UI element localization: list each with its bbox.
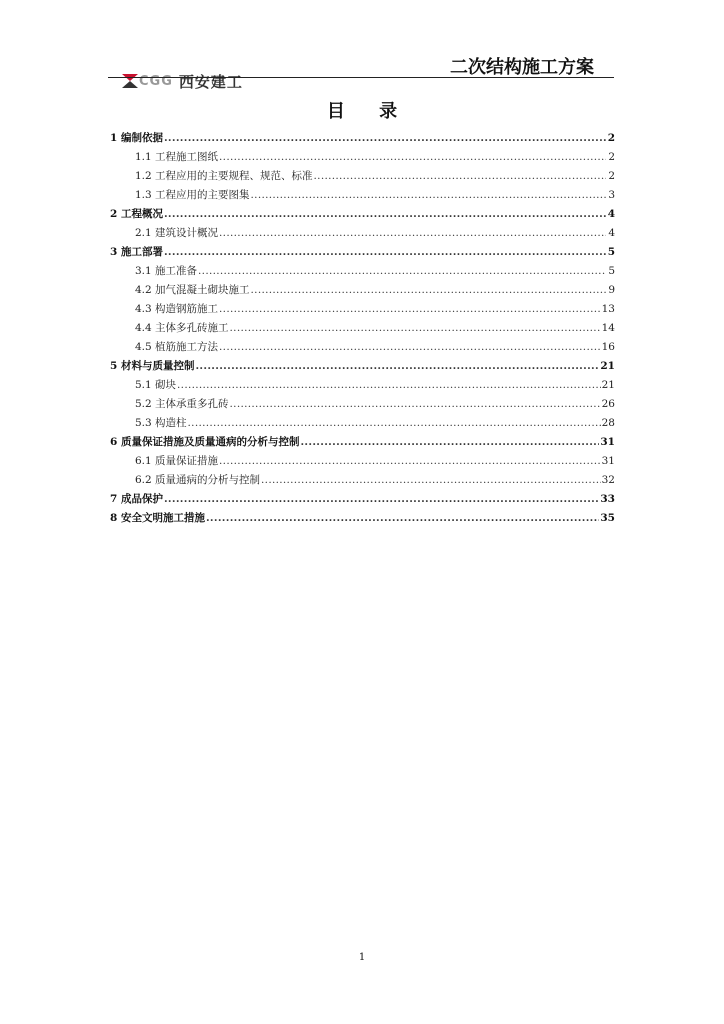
toc-entry-label: 1.1 工程施工图纸 <box>135 151 219 163</box>
toc-entry-page: 31 <box>600 436 615 448</box>
toc-entry-page: 16 <box>601 341 615 353</box>
toc-entry[interactable] <box>110 206 615 225</box>
toc-leader-dots <box>251 284 606 296</box>
toc-entry[interactable] <box>110 358 615 377</box>
toc-entry[interactable] <box>110 510 615 529</box>
toc-leader-dots <box>164 208 606 220</box>
toc-entry-label: 5.2 主体承重多孔砖 <box>135 398 229 410</box>
toc-entry[interactable] <box>110 187 615 206</box>
toc-entry-page: 3 <box>608 189 615 201</box>
toc-entry[interactable] <box>110 244 615 263</box>
table-of-contents <box>110 130 615 529</box>
toc-entry[interactable] <box>110 415 615 434</box>
toc-leader-dots <box>188 417 601 429</box>
page-number: 1 <box>358 952 366 963</box>
toc-leader-dots <box>230 398 601 410</box>
toc-entry-label: 5 材料与质量控制 <box>110 360 195 372</box>
toc-entry[interactable] <box>110 149 615 168</box>
toc-entry[interactable] <box>110 377 615 396</box>
toc-heading: 目 录 <box>326 101 412 122</box>
toc-entry[interactable] <box>110 339 615 358</box>
toc-entry-page: 31 <box>601 455 615 467</box>
toc-entry-label: 1 编制依据 <box>110 132 163 144</box>
toc-leader-dots <box>164 132 606 144</box>
toc-entry-page: 13 <box>601 303 615 315</box>
toc-entry-page: 2 <box>607 132 615 144</box>
toc-leader-dots <box>219 151 606 163</box>
toc-leader-dots <box>164 493 599 505</box>
toc-entry[interactable] <box>110 301 615 320</box>
toc-leader-dots <box>198 265 606 277</box>
toc-leader-dots <box>300 436 599 448</box>
toc-leader-dots <box>314 170 606 182</box>
toc-entry[interactable] <box>110 168 615 187</box>
company-logo <box>122 72 243 90</box>
toc-entry[interactable] <box>110 130 615 149</box>
logo-company-name: 西安建工 <box>178 72 243 91</box>
logo-latin-text: CGG <box>139 73 173 89</box>
toc-entry-page: 14 <box>601 322 615 334</box>
toc-entry-label: 4.2 加气混凝土砌块施工 <box>135 284 250 296</box>
toc-entry[interactable] <box>110 472 615 491</box>
toc-leader-dots <box>206 512 599 524</box>
toc-leader-dots <box>219 303 601 315</box>
toc-entry-label: 4.3 构造钢筋施工 <box>135 303 219 315</box>
toc-entry[interactable] <box>110 453 615 472</box>
toc-entry-label: 2.1 建筑设计概况 <box>135 227 219 239</box>
toc-entry-page: 2 <box>608 170 615 182</box>
toc-entry-page: 33 <box>600 493 615 505</box>
toc-entry[interactable] <box>110 491 615 510</box>
toc-entry[interactable] <box>110 320 615 339</box>
toc-leader-dots <box>219 455 601 467</box>
toc-leader-dots <box>195 360 599 372</box>
toc-entry-page: 5 <box>607 246 615 258</box>
toc-entry-label: 8 安全文明施工措施 <box>110 512 205 524</box>
toc-entry[interactable] <box>110 263 615 282</box>
toc-entry-label: 4.5 植筋施工方法 <box>135 341 219 353</box>
toc-entry[interactable] <box>110 282 615 301</box>
header-divider <box>108 77 614 78</box>
toc-entry-page: 5 <box>608 265 615 277</box>
toc-entry-label: 6 质量保证措施及质量通病的分析与控制 <box>110 436 300 448</box>
document-title: 二次结构施工方案 <box>450 57 594 78</box>
page-header <box>108 50 614 90</box>
toc-entry-page: 32 <box>601 474 615 486</box>
toc-entry-label: 2 工程概况 <box>110 208 163 220</box>
toc-entry[interactable] <box>110 396 615 415</box>
toc-entry-page: 21 <box>601 379 615 391</box>
toc-entry-page: 9 <box>608 284 615 296</box>
toc-leader-dots <box>219 341 601 353</box>
toc-entry-page: 4 <box>608 227 615 239</box>
toc-entry-page: 21 <box>600 360 615 372</box>
toc-entry-label: 1.2 工程应用的主要规程、规范、标准 <box>135 170 313 182</box>
toc-leader-dots <box>164 246 606 258</box>
toc-entry-page: 2 <box>608 151 615 163</box>
toc-entry-page: 26 <box>601 398 615 410</box>
toc-entry-label: 3 施工部署 <box>110 246 163 258</box>
toc-entry-label: 1.3 工程应用的主要图集 <box>135 189 250 201</box>
toc-leader-dots <box>219 227 606 239</box>
toc-entry-page: 28 <box>601 417 615 429</box>
toc-entry-label: 7 成品保护 <box>110 493 163 505</box>
toc-entry-label: 6.2 质量通病的分析与控制 <box>135 474 261 486</box>
toc-entry[interactable] <box>110 434 615 453</box>
toc-entry-page: 35 <box>600 512 615 524</box>
toc-leader-dots <box>177 379 601 391</box>
toc-entry[interactable] <box>110 225 615 244</box>
toc-entry-label: 5.1 砌块 <box>135 379 177 391</box>
toc-entry-label: 4.4 主体多孔砖施工 <box>135 322 229 334</box>
toc-entry-label: 6.1 质量保证措施 <box>135 455 219 467</box>
toc-leader-dots <box>230 322 601 334</box>
toc-entry-label: 5.3 构造柱 <box>135 417 187 429</box>
toc-entry-label: 3.1 施工准备 <box>135 265 198 277</box>
toc-entry-page: 4 <box>607 208 615 220</box>
toc-leader-dots <box>251 189 606 201</box>
toc-leader-dots <box>261 474 601 486</box>
